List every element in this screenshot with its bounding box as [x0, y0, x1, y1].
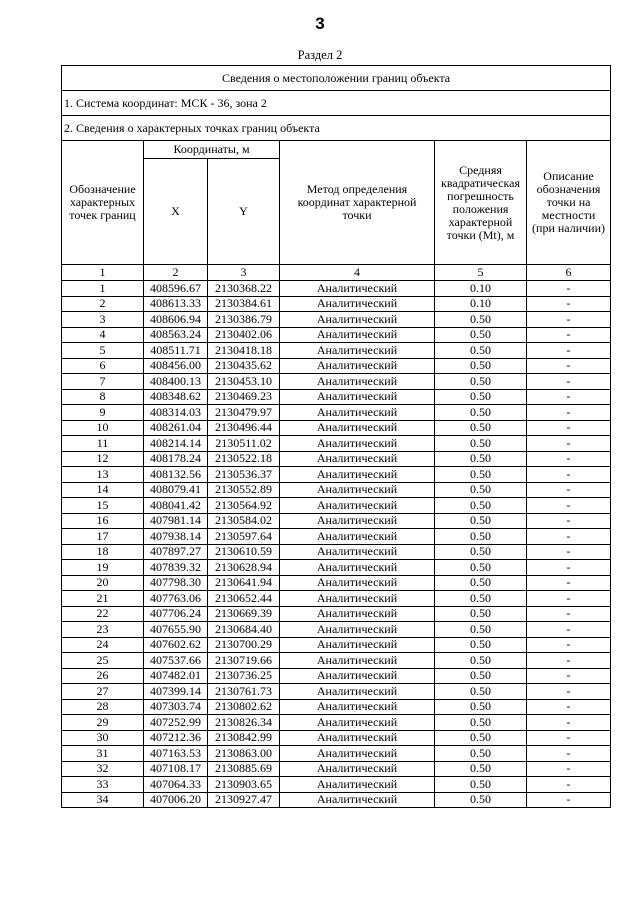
coord-x-cell: 408563.24 — [144, 327, 208, 343]
coord-x-cell: 407303.74 — [144, 699, 208, 715]
description-cell: - — [527, 529, 611, 545]
method-cell: Аналитический — [280, 544, 435, 560]
table-row — [62, 467, 611, 483]
table-row — [62, 777, 611, 793]
column-number: 1 — [62, 265, 144, 281]
description-cell: - — [527, 730, 611, 746]
point-number-cell: 34 — [62, 792, 144, 808]
method-cell: Аналитический — [280, 327, 435, 343]
error-cell: 0.50 — [435, 513, 527, 529]
table-row — [62, 730, 611, 746]
table-row — [62, 498, 611, 514]
coord-y-cell: 2130435.62 — [208, 358, 280, 374]
table-row — [62, 296, 611, 312]
point-number-cell: 11 — [62, 436, 144, 452]
table-row — [62, 575, 611, 591]
method-cell: Аналитический — [280, 746, 435, 762]
coord-y-cell: 2130402.06 — [208, 327, 280, 343]
coord-x-cell: 407399.14 — [144, 684, 208, 700]
coord-y-cell: 2130496.44 — [208, 420, 280, 436]
description-cell: - — [527, 622, 611, 638]
point-number-cell: 13 — [62, 467, 144, 483]
coord-y-cell: 2130584.02 — [208, 513, 280, 529]
coord-x-cell: 407163.53 — [144, 746, 208, 762]
description-cell: - — [527, 420, 611, 436]
error-cell: 0.50 — [435, 591, 527, 607]
table-row — [62, 684, 611, 700]
coord-x-cell: 407897.27 — [144, 544, 208, 560]
error-cell: 0.50 — [435, 343, 527, 359]
point-number-cell: 14 — [62, 482, 144, 498]
error-cell: 0.50 — [435, 792, 527, 808]
error-cell: 0.50 — [435, 777, 527, 793]
method-cell: Аналитический — [280, 482, 435, 498]
column-number: 2 — [144, 265, 208, 281]
coord-y-cell: 2130700.29 — [208, 637, 280, 653]
description-cell: - — [527, 467, 611, 483]
description-cell: - — [527, 761, 611, 777]
coord-y-cell: 2130669.39 — [208, 606, 280, 622]
header-y: Y — [208, 159, 280, 265]
coord-x-cell: 408606.94 — [144, 312, 208, 328]
table-row — [62, 560, 611, 576]
description-cell: - — [527, 591, 611, 607]
method-cell: Аналитический — [280, 792, 435, 808]
coord-y-cell: 2130719.66 — [208, 653, 280, 669]
coord-x-cell: 408132.56 — [144, 467, 208, 483]
method-cell: Аналитический — [280, 622, 435, 638]
coord-x-cell: 407108.17 — [144, 761, 208, 777]
description-cell: - — [527, 606, 611, 622]
description-cell: - — [527, 281, 611, 297]
method-cell: Аналитический — [280, 498, 435, 514]
table-row — [62, 715, 611, 731]
point-number-cell: 3 — [62, 312, 144, 328]
coord-x-cell: 407212.36 — [144, 730, 208, 746]
point-number-cell: 29 — [62, 715, 144, 731]
coord-x-cell: 408314.03 — [144, 405, 208, 421]
point-number-cell: 31 — [62, 746, 144, 762]
coord-y-cell: 2130761.73 — [208, 684, 280, 700]
header-error: Средняя квадратическая погрешность положения характерной точки (Mt), м — [435, 141, 527, 265]
error-cell: 0.10 — [435, 296, 527, 312]
point-number-cell: 12 — [62, 451, 144, 467]
coord-y-cell: 2130552.89 — [208, 482, 280, 498]
coord-y-cell: 2130802.62 — [208, 699, 280, 715]
coord-y-cell: 2130927.47 — [208, 792, 280, 808]
method-cell: Аналитический — [280, 560, 435, 576]
error-cell: 0.50 — [435, 653, 527, 669]
coord-x-cell: 408261.04 — [144, 420, 208, 436]
header-method: Метод определения координат характерной точки — [280, 141, 435, 265]
coord-x-cell: 408079.41 — [144, 482, 208, 498]
point-number-cell: 4 — [62, 327, 144, 343]
error-cell: 0.50 — [435, 668, 527, 684]
column-numbers-row — [62, 265, 611, 281]
description-cell: - — [527, 312, 611, 328]
method-cell: Аналитический — [280, 668, 435, 684]
point-number-cell: 1 — [62, 281, 144, 297]
error-cell: 0.50 — [435, 575, 527, 591]
description-cell: - — [527, 405, 611, 421]
header-x: X — [144, 159, 208, 265]
coord-x-cell: 407252.99 — [144, 715, 208, 731]
coord-y-cell: 2130885.69 — [208, 761, 280, 777]
column-number: 3 — [208, 265, 280, 281]
coord-x-cell: 408348.62 — [144, 389, 208, 405]
boundary-points-table — [61, 65, 611, 808]
point-number-cell: 10 — [62, 420, 144, 436]
method-cell: Аналитический — [280, 312, 435, 328]
error-cell: 0.50 — [435, 420, 527, 436]
table-row — [62, 792, 611, 808]
coord-y-cell: 2130564.92 — [208, 498, 280, 514]
table-row — [62, 281, 611, 297]
coord-y-cell: 2130522.18 — [208, 451, 280, 467]
coord-x-cell: 407839.32 — [144, 560, 208, 576]
description-cell: - — [527, 343, 611, 359]
method-cell: Аналитический — [280, 343, 435, 359]
error-cell: 0.50 — [435, 746, 527, 762]
coord-x-cell: 408613.33 — [144, 296, 208, 312]
coord-x-cell: 407482.01 — [144, 668, 208, 684]
table-row — [62, 761, 611, 777]
error-cell: 0.50 — [435, 405, 527, 421]
description-cell: - — [527, 327, 611, 343]
column-number: 5 — [435, 265, 527, 281]
error-cell: 0.50 — [435, 358, 527, 374]
coord-x-cell: 408041.42 — [144, 498, 208, 514]
method-cell: Аналитический — [280, 374, 435, 390]
point-number-cell: 27 — [62, 684, 144, 700]
description-cell: - — [527, 637, 611, 653]
table-row — [62, 312, 611, 328]
error-cell: 0.50 — [435, 544, 527, 560]
coord-y-cell: 2130597.64 — [208, 529, 280, 545]
coord-y-cell: 2130641.94 — [208, 575, 280, 591]
coord-y-cell: 2130903.65 — [208, 777, 280, 793]
error-cell: 0.50 — [435, 715, 527, 731]
coord-y-cell: 2130453.10 — [208, 374, 280, 390]
method-cell: Аналитический — [280, 761, 435, 777]
method-cell: Аналитический — [280, 699, 435, 715]
table-row — [62, 668, 611, 684]
coord-x-cell: 407655.90 — [144, 622, 208, 638]
coord-y-cell: 2130479.97 — [208, 405, 280, 421]
section-title: Раздел 2 — [297, 48, 343, 62]
error-cell: 0.50 — [435, 730, 527, 746]
coord-y-cell: 2130386.79 — [208, 312, 280, 328]
method-cell: Аналитический — [280, 653, 435, 669]
description-cell: - — [527, 498, 611, 514]
error-cell: 0.50 — [435, 451, 527, 467]
point-number-cell: 6 — [62, 358, 144, 374]
description-cell: - — [527, 544, 611, 560]
error-cell: 0.50 — [435, 684, 527, 700]
coord-x-cell: 407981.14 — [144, 513, 208, 529]
coord-y-cell: 2130736.25 — [208, 668, 280, 684]
point-number-cell: 16 — [62, 513, 144, 529]
table-row — [62, 358, 611, 374]
table-row — [62, 436, 611, 452]
method-cell: Аналитический — [280, 389, 435, 405]
description-cell: - — [527, 715, 611, 731]
point-number-cell: 25 — [62, 653, 144, 669]
method-cell: Аналитический — [280, 684, 435, 700]
table-row — [62, 343, 611, 359]
method-cell: Аналитический — [280, 575, 435, 591]
method-cell: Аналитический — [280, 529, 435, 545]
coord-system-row — [62, 91, 611, 116]
coord-x-cell: 407064.33 — [144, 777, 208, 793]
coord-y-cell: 2130826.34 — [208, 715, 280, 731]
coord-y-cell: 2130536.37 — [208, 467, 280, 483]
coord-x-cell: 407763.06 — [144, 591, 208, 607]
error-cell: 0.50 — [435, 312, 527, 328]
table-row — [62, 637, 611, 653]
error-cell: 0.50 — [435, 699, 527, 715]
point-number-cell: 9 — [62, 405, 144, 421]
point-number-cell: 17 — [62, 529, 144, 545]
point-number-cell: 15 — [62, 498, 144, 514]
error-cell: 0.10 — [435, 281, 527, 297]
table-row — [62, 544, 611, 560]
error-cell: 0.50 — [435, 622, 527, 638]
coord-x-cell: 407006.20 — [144, 792, 208, 808]
description-cell: - — [527, 699, 611, 715]
point-number-cell: 30 — [62, 730, 144, 746]
method-cell: Аналитический — [280, 296, 435, 312]
description-cell: - — [527, 436, 611, 452]
table-row — [62, 327, 611, 343]
point-number-cell: 32 — [62, 761, 144, 777]
coord-y-cell: 2130511.02 — [208, 436, 280, 452]
table-row — [62, 451, 611, 467]
coord-x-cell: 407706.24 — [144, 606, 208, 622]
header-description: Описание обозначения точки на местности (при наличии) — [527, 141, 611, 265]
coord-y-cell: 2130863.00 — [208, 746, 280, 762]
method-cell: Аналитический — [280, 436, 435, 452]
coord-x-cell: 407938.14 — [144, 529, 208, 545]
point-number-cell: 26 — [62, 668, 144, 684]
table-row — [62, 591, 611, 607]
error-cell: 0.50 — [435, 389, 527, 405]
table-row — [62, 420, 611, 436]
method-cell: Аналитический — [280, 513, 435, 529]
table-row — [62, 699, 611, 715]
table-row — [62, 653, 611, 669]
error-cell: 0.50 — [435, 327, 527, 343]
coord-x-cell: 408400.13 — [144, 374, 208, 390]
description-cell: - — [527, 296, 611, 312]
column-number: 6 — [527, 265, 611, 281]
coord-x-cell: 408511.71 — [144, 343, 208, 359]
table-row — [62, 513, 611, 529]
description-cell: - — [527, 668, 611, 684]
description-cell: - — [527, 451, 611, 467]
description-cell: - — [527, 777, 611, 793]
method-cell: Аналитический — [280, 591, 435, 607]
point-number-cell: 20 — [62, 575, 144, 591]
method-cell: Аналитический — [280, 715, 435, 731]
characteristic-points-heading: 2. Сведения о характерных точках границ объекта — [62, 116, 611, 141]
coord-y-cell: 2130652.44 — [208, 591, 280, 607]
description-cell: - — [527, 482, 611, 498]
error-cell: 0.50 — [435, 498, 527, 514]
point-number-cell: 23 — [62, 622, 144, 638]
table-title: Сведения о местоположении границ объекта — [62, 66, 611, 91]
table-row — [62, 374, 611, 390]
method-cell: Аналитический — [280, 281, 435, 297]
point-number-cell: 8 — [62, 389, 144, 405]
page-number: 3 — [315, 14, 325, 33]
method-cell: Аналитический — [280, 420, 435, 436]
point-number-cell: 19 — [62, 560, 144, 576]
coord-system: 1. Система координат: МСК - 36, зона 2 — [62, 91, 611, 116]
header-row-top — [62, 141, 611, 159]
point-number-cell: 24 — [62, 637, 144, 653]
table-row — [62, 622, 611, 638]
coord-y-cell: 2130384.61 — [208, 296, 280, 312]
coord-x-cell: 408456.00 — [144, 358, 208, 374]
error-cell: 0.50 — [435, 560, 527, 576]
table-row — [62, 389, 611, 405]
error-cell: 0.50 — [435, 606, 527, 622]
description-cell: - — [527, 513, 611, 529]
table-title-row — [62, 66, 611, 91]
point-number-cell: 7 — [62, 374, 144, 390]
method-cell: Аналитический — [280, 467, 435, 483]
coord-x-cell: 407602.62 — [144, 637, 208, 653]
table-row — [62, 405, 611, 421]
error-cell: 0.50 — [435, 761, 527, 777]
header-point-designation: Обозначение характерных точек границ — [62, 141, 144, 265]
method-cell: Аналитический — [280, 730, 435, 746]
table-row — [62, 746, 611, 762]
method-cell: Аналитический — [280, 606, 435, 622]
coord-x-cell: 407537.66 — [144, 653, 208, 669]
coord-y-cell: 2130610.59 — [208, 544, 280, 560]
description-cell: - — [527, 746, 611, 762]
method-cell: Аналитический — [280, 637, 435, 653]
table-row — [62, 482, 611, 498]
point-number-cell: 5 — [62, 343, 144, 359]
description-cell: - — [527, 358, 611, 374]
coord-x-cell: 408178.24 — [144, 451, 208, 467]
method-cell: Аналитический — [280, 405, 435, 421]
error-cell: 0.50 — [435, 482, 527, 498]
description-cell: - — [527, 374, 611, 390]
table-row — [62, 529, 611, 545]
header-coordinates: Координаты, м — [144, 141, 280, 159]
coord-y-cell: 2130418.18 — [208, 343, 280, 359]
error-cell: 0.50 — [435, 374, 527, 390]
coord-x-cell: 408214.14 — [144, 436, 208, 452]
description-cell: - — [527, 560, 611, 576]
coord-x-cell: 407798.30 — [144, 575, 208, 591]
description-cell: - — [527, 684, 611, 700]
coord-y-cell: 2130842.99 — [208, 730, 280, 746]
description-cell: - — [527, 575, 611, 591]
coord-y-cell: 2130684.40 — [208, 622, 280, 638]
method-cell: Аналитический — [280, 451, 435, 467]
characteristic-points-row — [62, 116, 611, 141]
description-cell: - — [527, 653, 611, 669]
error-cell: 0.50 — [435, 436, 527, 452]
coord-x-cell: 408596.67 — [144, 281, 208, 297]
coord-y-cell: 2130368.22 — [208, 281, 280, 297]
description-cell: - — [527, 792, 611, 808]
table-row — [62, 606, 611, 622]
point-number-cell: 22 — [62, 606, 144, 622]
point-number-cell: 2 — [62, 296, 144, 312]
point-number-cell: 28 — [62, 699, 144, 715]
method-cell: Аналитический — [280, 358, 435, 374]
error-cell: 0.50 — [435, 637, 527, 653]
description-cell: - — [527, 389, 611, 405]
method-cell: Аналитический — [280, 777, 435, 793]
coord-y-cell: 2130628.94 — [208, 560, 280, 576]
point-number-cell: 33 — [62, 777, 144, 793]
error-cell: 0.50 — [435, 529, 527, 545]
error-cell: 0.50 — [435, 467, 527, 483]
coord-y-cell: 2130469.23 — [208, 389, 280, 405]
column-number: 4 — [280, 265, 435, 281]
point-number-cell: 18 — [62, 544, 144, 560]
point-number-cell: 21 — [62, 591, 144, 607]
